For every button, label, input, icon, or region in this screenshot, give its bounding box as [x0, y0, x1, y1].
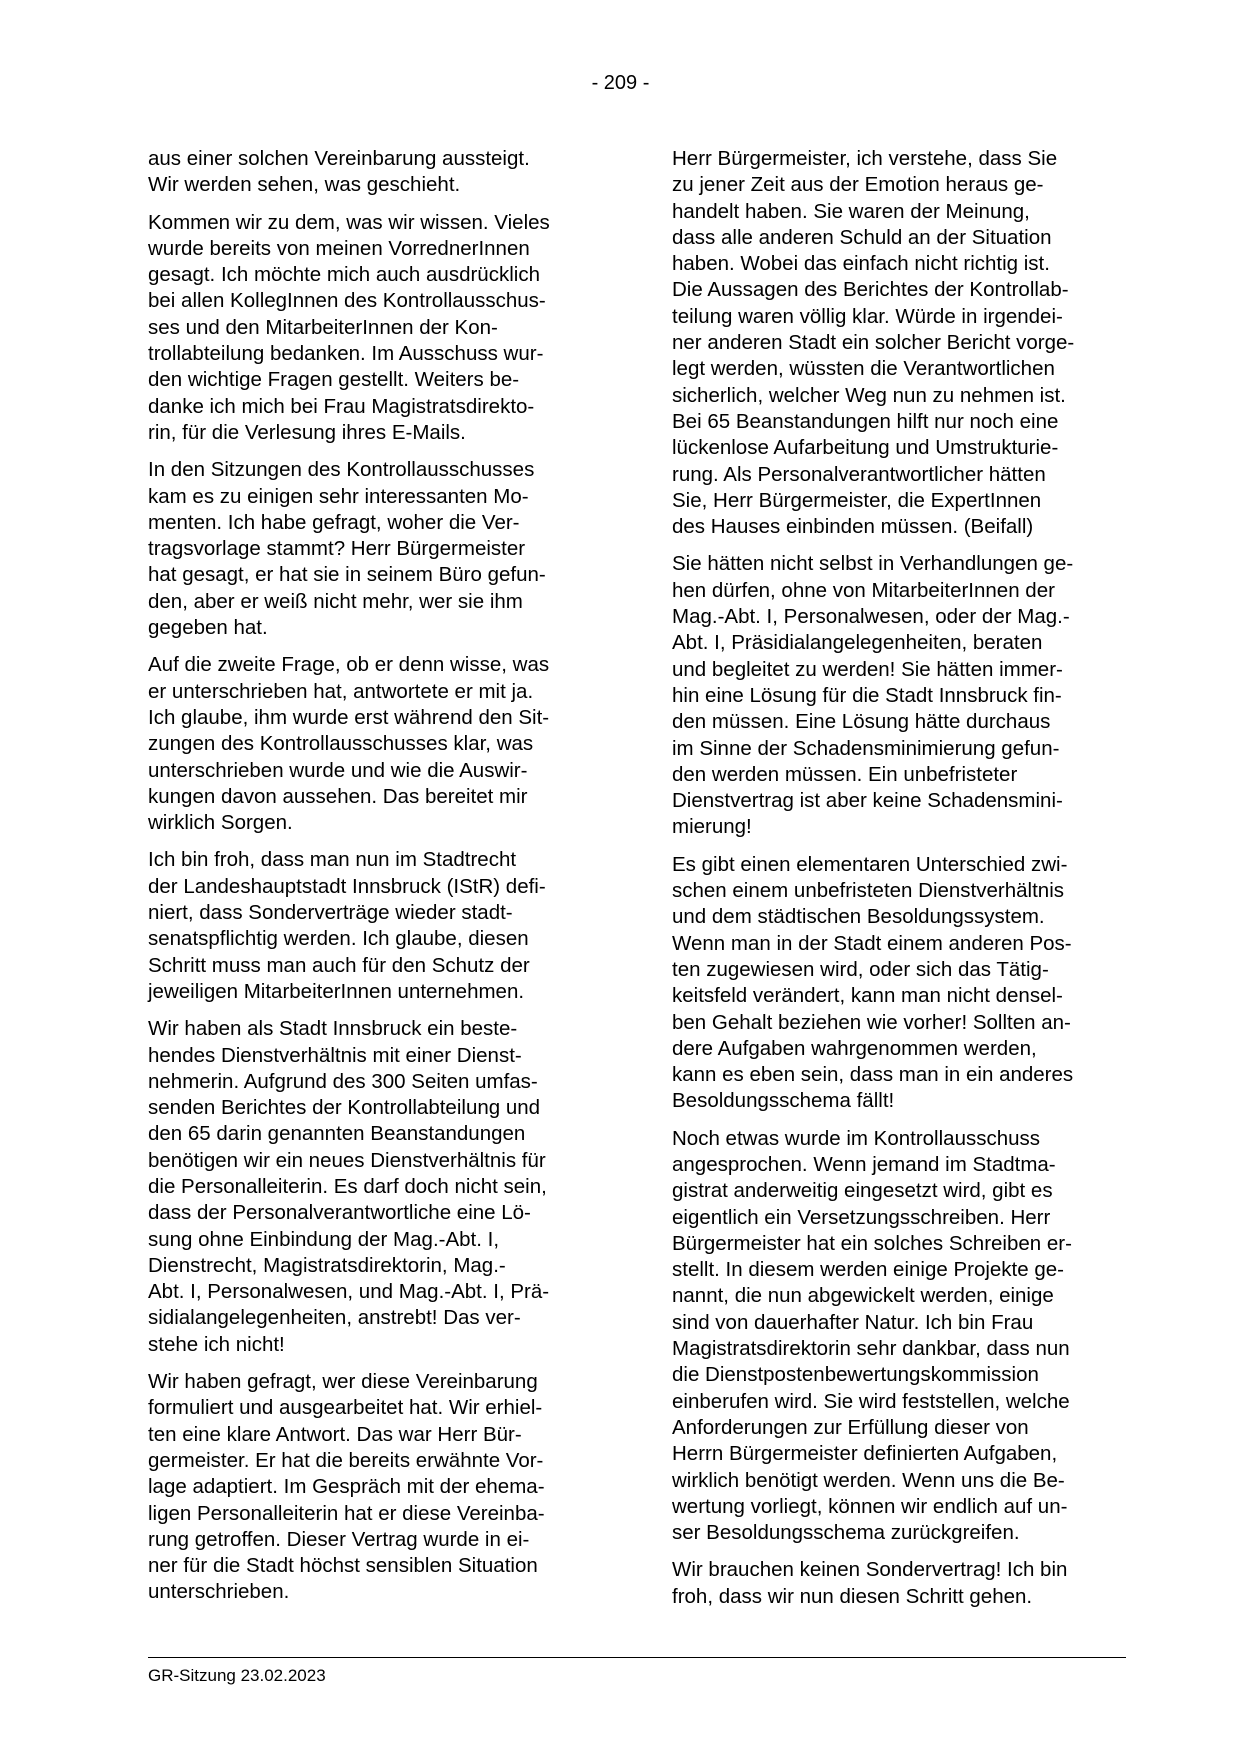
left-column	[148, 146, 600, 1617]
paragraph: Wir haben gefragt, wer diese Vereinbarung formuliert und ausgearbeitet hat. Wir erhiel- ten eine klare Antwort. Das war Herr Bür- germeister. Er hat die bereits erwähnte Vor- lage adaptiert. Im Gespräch mit der ehema- ligen Personalleiterin hat er diese Vereinba- rung getroffen. Dieser Vertrag wurde in ei- ner für die Stadt höchst sensiblen Situation unterschrieben.	[148, 1370, 545, 1604]
paragraph: Auf die zweite Frage, ob er denn wisse, was er unterschrieben hat, antwortete er mit ja. Ich glaube, ihm wurde erst während den Sit- zungen des Kontrollausschusses klar, was unterschrieben wurde und wie die Auswir- kungen davon aussehen. Das bereitet mir wirklich Sorgen.	[148, 653, 550, 835]
paragraph: aus einer solchen Vereinbarung aussteigt. Wir werden sehen, was geschieht.	[148, 147, 530, 197]
footer-divider	[148, 1657, 1126, 1658]
right-column	[672, 146, 1124, 1621]
paragraph: In den Sitzungen des Kontrollausschusses kam es zu einigen sehr interessanten Mo- menten. Ich habe gefragt, woher die Ver- tragsvorlage stammt? Herr Bürgermeister hat gesagt, er hat sie in seinem Büro gefun- den, aber er weiß nicht mehr, wer sie ihm gegeben hat.	[148, 458, 546, 640]
paragraph: Es gibt einen elementaren Unterschied zwi- schen einem unbefristeten Dienstverhältnis und dem städtischen Besoldungssystem. Wenn man in der Stadt einem anderen Pos- ten zugewiesen wird, oder sich das Tätig- keitsfeld verändert, kann man nicht densel- ben Gehalt beziehen wie vorher! Sollten an- dere Aufgaben wahrgenommen werden, kann es eben sein, dass man in ein anderes Besoldungsschema fällt!	[672, 852, 1074, 1113]
paragraph: Ich bin froh, dass man nun im Stadtrecht der Landeshauptstadt Innsbruck (IStR) defi- niert, dass Sonderverträge wieder stadt- senatspflichtig werden. Ich glaube, diesen Schritt muss man auch für den Schutz der jeweiligen MitarbeiterInnen unternehmen.	[148, 848, 546, 1003]
paragraph: Wir haben als Stadt Innsbruck ein beste- hendes Dienstverhältnis mit einer Dienst- nehmerin. Aufgrund des 300 Seiten umfas- senden Berichtes der Kontrollabteilung und den 65 darin genannten Beanstandungen benötigen wir ein neues Dienstverhältnis für die Personalleiterin. Es darf doch nicht sein, dass der Personalverantwortliche eine Lö- sung ohne Einbindung der Mag.-Abt. I, Dienstrecht, Magistratsdirektorin, Mag.- Abt. I, Personalwesen, und Mag.-Abt. I, Prä- sidialangelegenheiten, anstrebt! Das ver- stehe ich nicht!	[148, 1017, 550, 1356]
paragraph: Wir brauchen keinen Sondervertrag! Ich bin froh, dass wir nun diesen Schritt gehen.	[672, 1558, 1068, 1608]
page-number: - 209 -	[591, 72, 650, 94]
paragraph: Sie hätten nicht selbst in Verhandlungen ge- hen dürfen, ohne von MitarbeiterInnen der Mag.-Abt. I, Personalwesen, oder der Mag.- Abt. I, Präsidialangelegenheiten, beraten und begleitet zu werden! Sie hätten immer- hin eine Lösung für die Stadt Innsbruck fin- den müssen. Eine Lösung hätte durchaus im Sinne der Schadensminimierung gefun- den werden müssen. Ein unbefristeter Dienstvertrag ist aber keine Schadensmini- mierung!	[672, 552, 1074, 839]
footer-session-date: GR-Sitzung 23.02.2023	[148, 1666, 326, 1685]
paragraph: Kommen wir zu dem, was wir wissen. Vieles wurde bereits von meinen VorrednerInnen gesagt. Ich möchte mich auch ausdrücklich bei allen KollegInnen des Kontrollausschus- ses und den MitarbeiterInnen der Kon- trollabteilung bedanken. Im Ausschuss wur- den wichtige Fragen gestellt. Weiters be- danke ich mich bei Frau Magistratsdirekto- rin, für die Verlesung ihres E-Mails.	[148, 210, 550, 444]
paragraph: Noch etwas wurde im Kontrollausschuss angesprochen. Wenn jemand im Stadtma- gistrat anderweitig eingesetzt wird, gibt es eigentlich ein Versetzungsschreiben. Herr Bürgermeister hat ein solches Schreiben er- stellt. In diesem werden einige Projekte ge- nannt, die nun abgewickelt werden, einige sind von dauerhafter Natur. Ich bin Frau Magistratsdirektorin sehr dankbar, dass nun die Dienstpostenbewertungskommission einberufen wird. Sie wird feststellen, welche Anforderungen zur Erfüllung dieser von Herrn Bürgermeister definierten Aufgaben, wirklich benötigt werden. Wenn uns die Be- wertung vorliegt, können wir endlich auf un- ser Besoldungsschema zurückgreifen.	[672, 1126, 1072, 1545]
paragraph: Herr Bürgermeister, ich verstehe, dass Sie zu jener Zeit aus der Emotion heraus ge- handelt haben. Sie waren der Meinung, dass alle anderen Schuld an der Situation haben. Wobei das einfach nicht richtig ist. Die Aussagen des Berichtes der Kontrollab- teilung waren völlig klar. Würde in irgendei- ner anderen Stadt ein solcher Bericht vorge- legt werden, wüssten die Verantwortlichen sicherlich, welcher Weg nun zu nehmen ist. Bei 65 Beanstandungen hilft nur noch eine lückenlose Aufarbeitung und Umstrukturie- rung. Als Personalverantwortlicher hätten Sie, Herr Bürgermeister, die ExpertInnen des Hauses einbinden müssen. (Beifall)	[672, 147, 1075, 539]
